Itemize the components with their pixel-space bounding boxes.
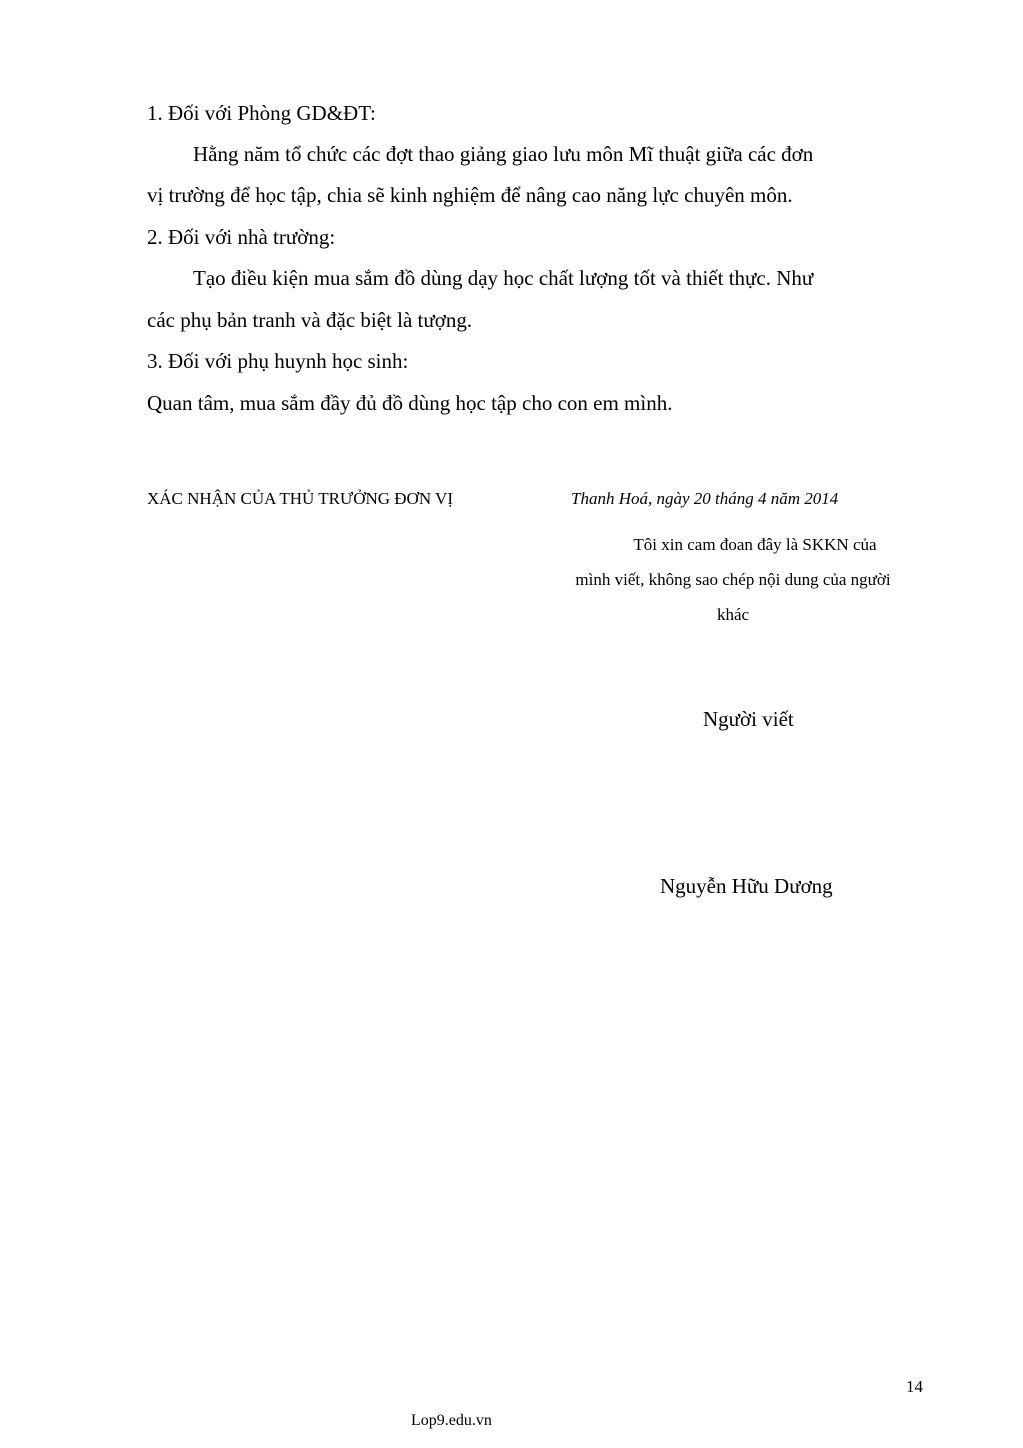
item2-text-line1: Tạo điều kiện mua sắm đồ dùng dạy học chất lượng tốt và thiết thực. Như [193, 266, 814, 290]
item3-text: Quan tâm, mua sắm đầy đủ đồ dùng học tập cho con em mình. [147, 391, 673, 415]
item1-text-line2: vị trường để học tập, chia sẽ kinh nghiệm để nâng cao năng lực chuyên môn. [147, 183, 793, 207]
commitment-line1: Tôi xin cam đoan đây là SKKN của [633, 535, 877, 554]
item3-heading: 3. Đối với phụ huynh học sinh: [147, 349, 409, 373]
writer-label: Người viết [703, 707, 794, 731]
item1-text-line1: Hằng năm tổ chức các đợt thao giảng giao lưu môn Mĩ thuật giữa các đơn [193, 142, 814, 166]
place-date: Thanh Hoá, ngày 20 tháng 4 năm 2014 [571, 489, 839, 508]
commitment-line2: mình viết, không sao chép nội dung của người [575, 570, 891, 589]
item1-heading: 1. Đối với Phòng GD&ĐT: [147, 101, 376, 125]
item2-heading: 2. Đối với nhà trường: [147, 225, 336, 249]
footer-website: Lop9.edu.vn [411, 1412, 492, 1429]
writer-name: Nguyễn Hữu Dương [660, 874, 833, 898]
confirmation-label: XÁC NHẬN CỦA THỦ TRƯỞNG ĐƠN VỊ [147, 489, 453, 508]
page-number: 14 [906, 1377, 923, 1396]
item2-text-line2: các phụ bản tranh và đặc biệt là tượng. [147, 308, 473, 332]
commitment-line3: khác [716, 605, 750, 624]
